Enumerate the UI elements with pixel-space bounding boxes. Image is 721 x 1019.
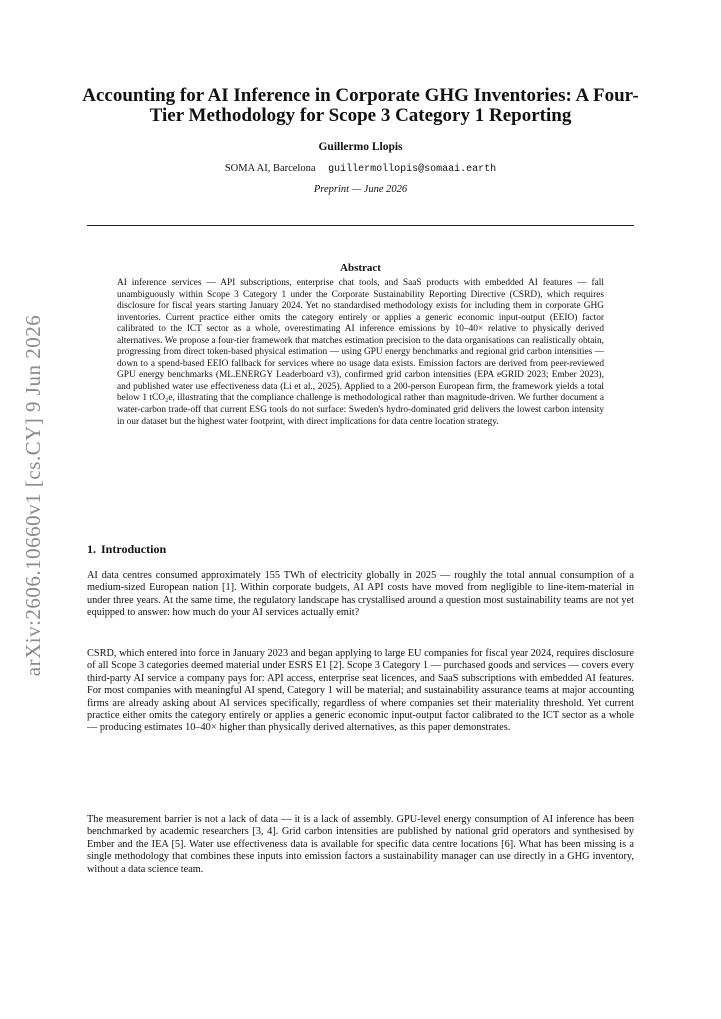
abstract-text: AI inference services — API subscriptions, enterprise chat tools, and SaaS products with embedded AI features — fall unambiguously within Scope 3 Category 1 under the Corporate Sustainability Reporting Directive (CSRD), which requires disclosure for fiscal years starting January 2024. Yet no standardised methodology exists for including them in corporate GHG inventories. Current practice either omits the category entirely or applies a generic economic input-output (EEIO) factor calibrated to the ICT sector as a whole, overestimating AI inference emissions by 10–40× relative to physically derived alternatives. We propose a four-tier framework that matches estimation precision to the data organisations can realistically obtain, progressing from direct token-based physical estimation — using GPU energy benchmarks and regional grid carbon intensities — down to a spend-based EEIO fallback for services where no usage data exists. Emission factors are derived from peer-reviewed GPU energy benchmarks (ML.ENERGY Leaderboard v3), confirmed grid carbon intensities (EPA eGRID 2023; Ember 2023), and published water use effectiveness data (Li et al., 2025). Applied to a 200-person European firm, the framework yields a total below 1 tCO₂e, illustrating that the compliance challenge is methodological rather than magnitude-driven. We further document a water-carbon trade-off that current ESG tools do not surface: Sweden's hydro-dominated grid delivers the lowest carbon intensity in our dataset but the highest water footprint, with direct implications for data centre location strategy. — [117, 278, 604, 427]
paper-title: Accounting for AI Inference in Corporate GHG Inventories: A Four-Tier Methodology for Scope 3 Category 1 Reporting — [82, 85, 639, 126]
intro-paragraph-2: CSRD, which entered into force in January 2023 and began applying to large EU companies for fiscal year 2024, requires disclosure of all Scope 3 categories deemed material under ESRS E1 [2]. Scope 3 Category 1 — purchased goods and services — covers every third-party AI service a company pays for: API access, enterprise seat licences, and SaaS subscriptions with embedded AI features. For most companies with meaningful AI spend, Category 1 will be material; and sustainability assurance teams at major accounting firms are already asking about AI services specifically, regardless of where companies set their materiality threshold. Yet current practice either omits the category entirely or applies a generic economic input-output factor calibrated to the ICT sector as a whole — producing estimates 10–40× higher than physically derived alternatives, as this paper demonstrates. — [87, 648, 634, 734]
affiliation: SOMA AI, Barcelona — [224, 163, 316, 174]
preprint-note: Preprint — June 2026 — [313, 184, 408, 195]
section-title: Introduction — [101, 542, 167, 556]
header-divider — [87, 225, 634, 226]
abstract-heading: Abstract — [340, 262, 381, 274]
arxiv-identifier-stamp — [16, 300, 52, 690]
arxiv-identifier-text: arXiv:2606.10660v1 [cs.CY] 9 Jun 2026 — [21, 314, 46, 676]
section-heading-introduction — [87, 542, 166, 557]
intro-paragraph-3: The measurement barrier is not a lack of data — it is a lack of assembly. GPU-level energy consumption of AI inference has been benchmarked by academic researchers [3, 4]. Grid carbon intensities are published by national grid operators and synthesised by Ember and the IEA [5]. Water use effectiveness data is available for specific data centre locations [6]. What has been missing is a single methodology that combines these inputs into emission factors a sustainability manager can use directly in a GHG inventory, without a data science team. — [87, 814, 634, 875]
section-number: 1. — [87, 542, 96, 556]
author-name: Guillermo Llopis — [318, 141, 403, 153]
intro-paragraph-1: AI data centres consumed approximately 155 TWh of electricity globally in 2025 — roughly the total annual consumption of a medium-sized European nation [1]. Within corporate budgets, AI API costs have moved from negligible to line-item-material in under three years. At the same time, the regulatory landscape has crystallised around a question most sustainability teams are not yet equipped to answer: how much do your AI services actually emit? — [87, 570, 634, 619]
author-email: guillermollopis@somaai.earth — [328, 164, 497, 175]
author-affiliation-line — [70, 163, 651, 175]
